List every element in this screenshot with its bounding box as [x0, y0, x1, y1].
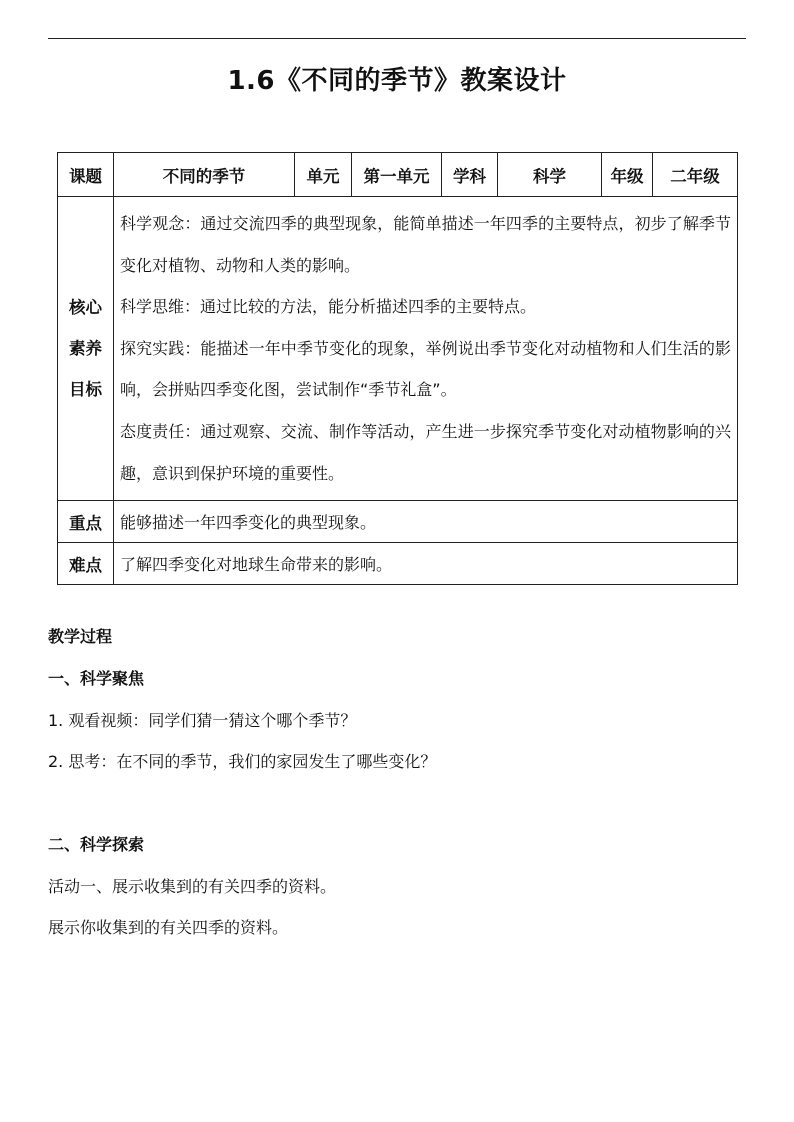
section1-item: 1. 观看视频：同学们猜一猜这个哪个季节？ [48, 711, 357, 730]
activity1-desc: 展示你收集到的有关四季的资料。 [48, 918, 289, 937]
goal-science-concept: 科学观念：通过交流四季的典型现象，能简单描述一年四季的主要特点，初步了解季节变化对植物、动物和人类的影响。 [120, 214, 731, 275]
key-point-content: 能够描述一年四季变化的典型现象。 [114, 501, 738, 543]
goal-science-thinking: 科学思维：通过比较的方法，能分析描述四季的主要特点。 [120, 297, 537, 317]
goal-inquiry-practice: 探究实践：能描述一年中季节变化的现象，举例说出季节变化对动植物和人们生活的影响，会拼贴四季变化图，尝试制作“季节礼盒”。 [120, 338, 731, 400]
key-point-label: 重点 [58, 501, 114, 543]
page-title: 1.6《不同的季节》教案设计 [227, 66, 567, 96]
core-goals-content [114, 197, 738, 501]
process-heading: 教学过程 [48, 627, 113, 646]
difficulty-content: 了解四季变化对地球生命带来的影响。 [114, 543, 738, 585]
activity1-title: 活动一、展示收集到的有关四季的资料。 [48, 877, 337, 896]
difficulty-label: 难点 [58, 543, 114, 585]
section1-item: 2. 思考：在不同的季节，我们的家园发生了哪些变化？ [48, 752, 437, 771]
topic-value: 不同的季节 [114, 153, 295, 197]
topic-label: 课题 [58, 153, 114, 197]
subject-value: 科学 [498, 153, 602, 197]
goal-attitude-responsibility: 态度责任：通过观察、交流、制作等活动，产生进一步探究季节变化对动植物影响的兴趣，意识到保护环境的重要性。 [120, 421, 731, 483]
unit-label: 单元 [295, 153, 352, 197]
key-point-row [58, 501, 738, 543]
grade-value: 二年级 [653, 153, 738, 197]
table-header-row [58, 153, 738, 197]
unit-value: 第一单元 [352, 153, 442, 197]
difficulty-row [58, 543, 738, 585]
section2-heading: 二、科学探索 [48, 835, 145, 854]
subject-label: 学科 [442, 153, 498, 197]
lesson-info-table [57, 152, 738, 585]
grade-label: 年级 [602, 153, 653, 197]
header-rule [48, 38, 746, 39]
section1-heading: 一、科学聚焦 [48, 669, 145, 688]
core-goals-label: 核心 素养 目标 [58, 197, 114, 501]
core-goals-row [58, 197, 738, 501]
